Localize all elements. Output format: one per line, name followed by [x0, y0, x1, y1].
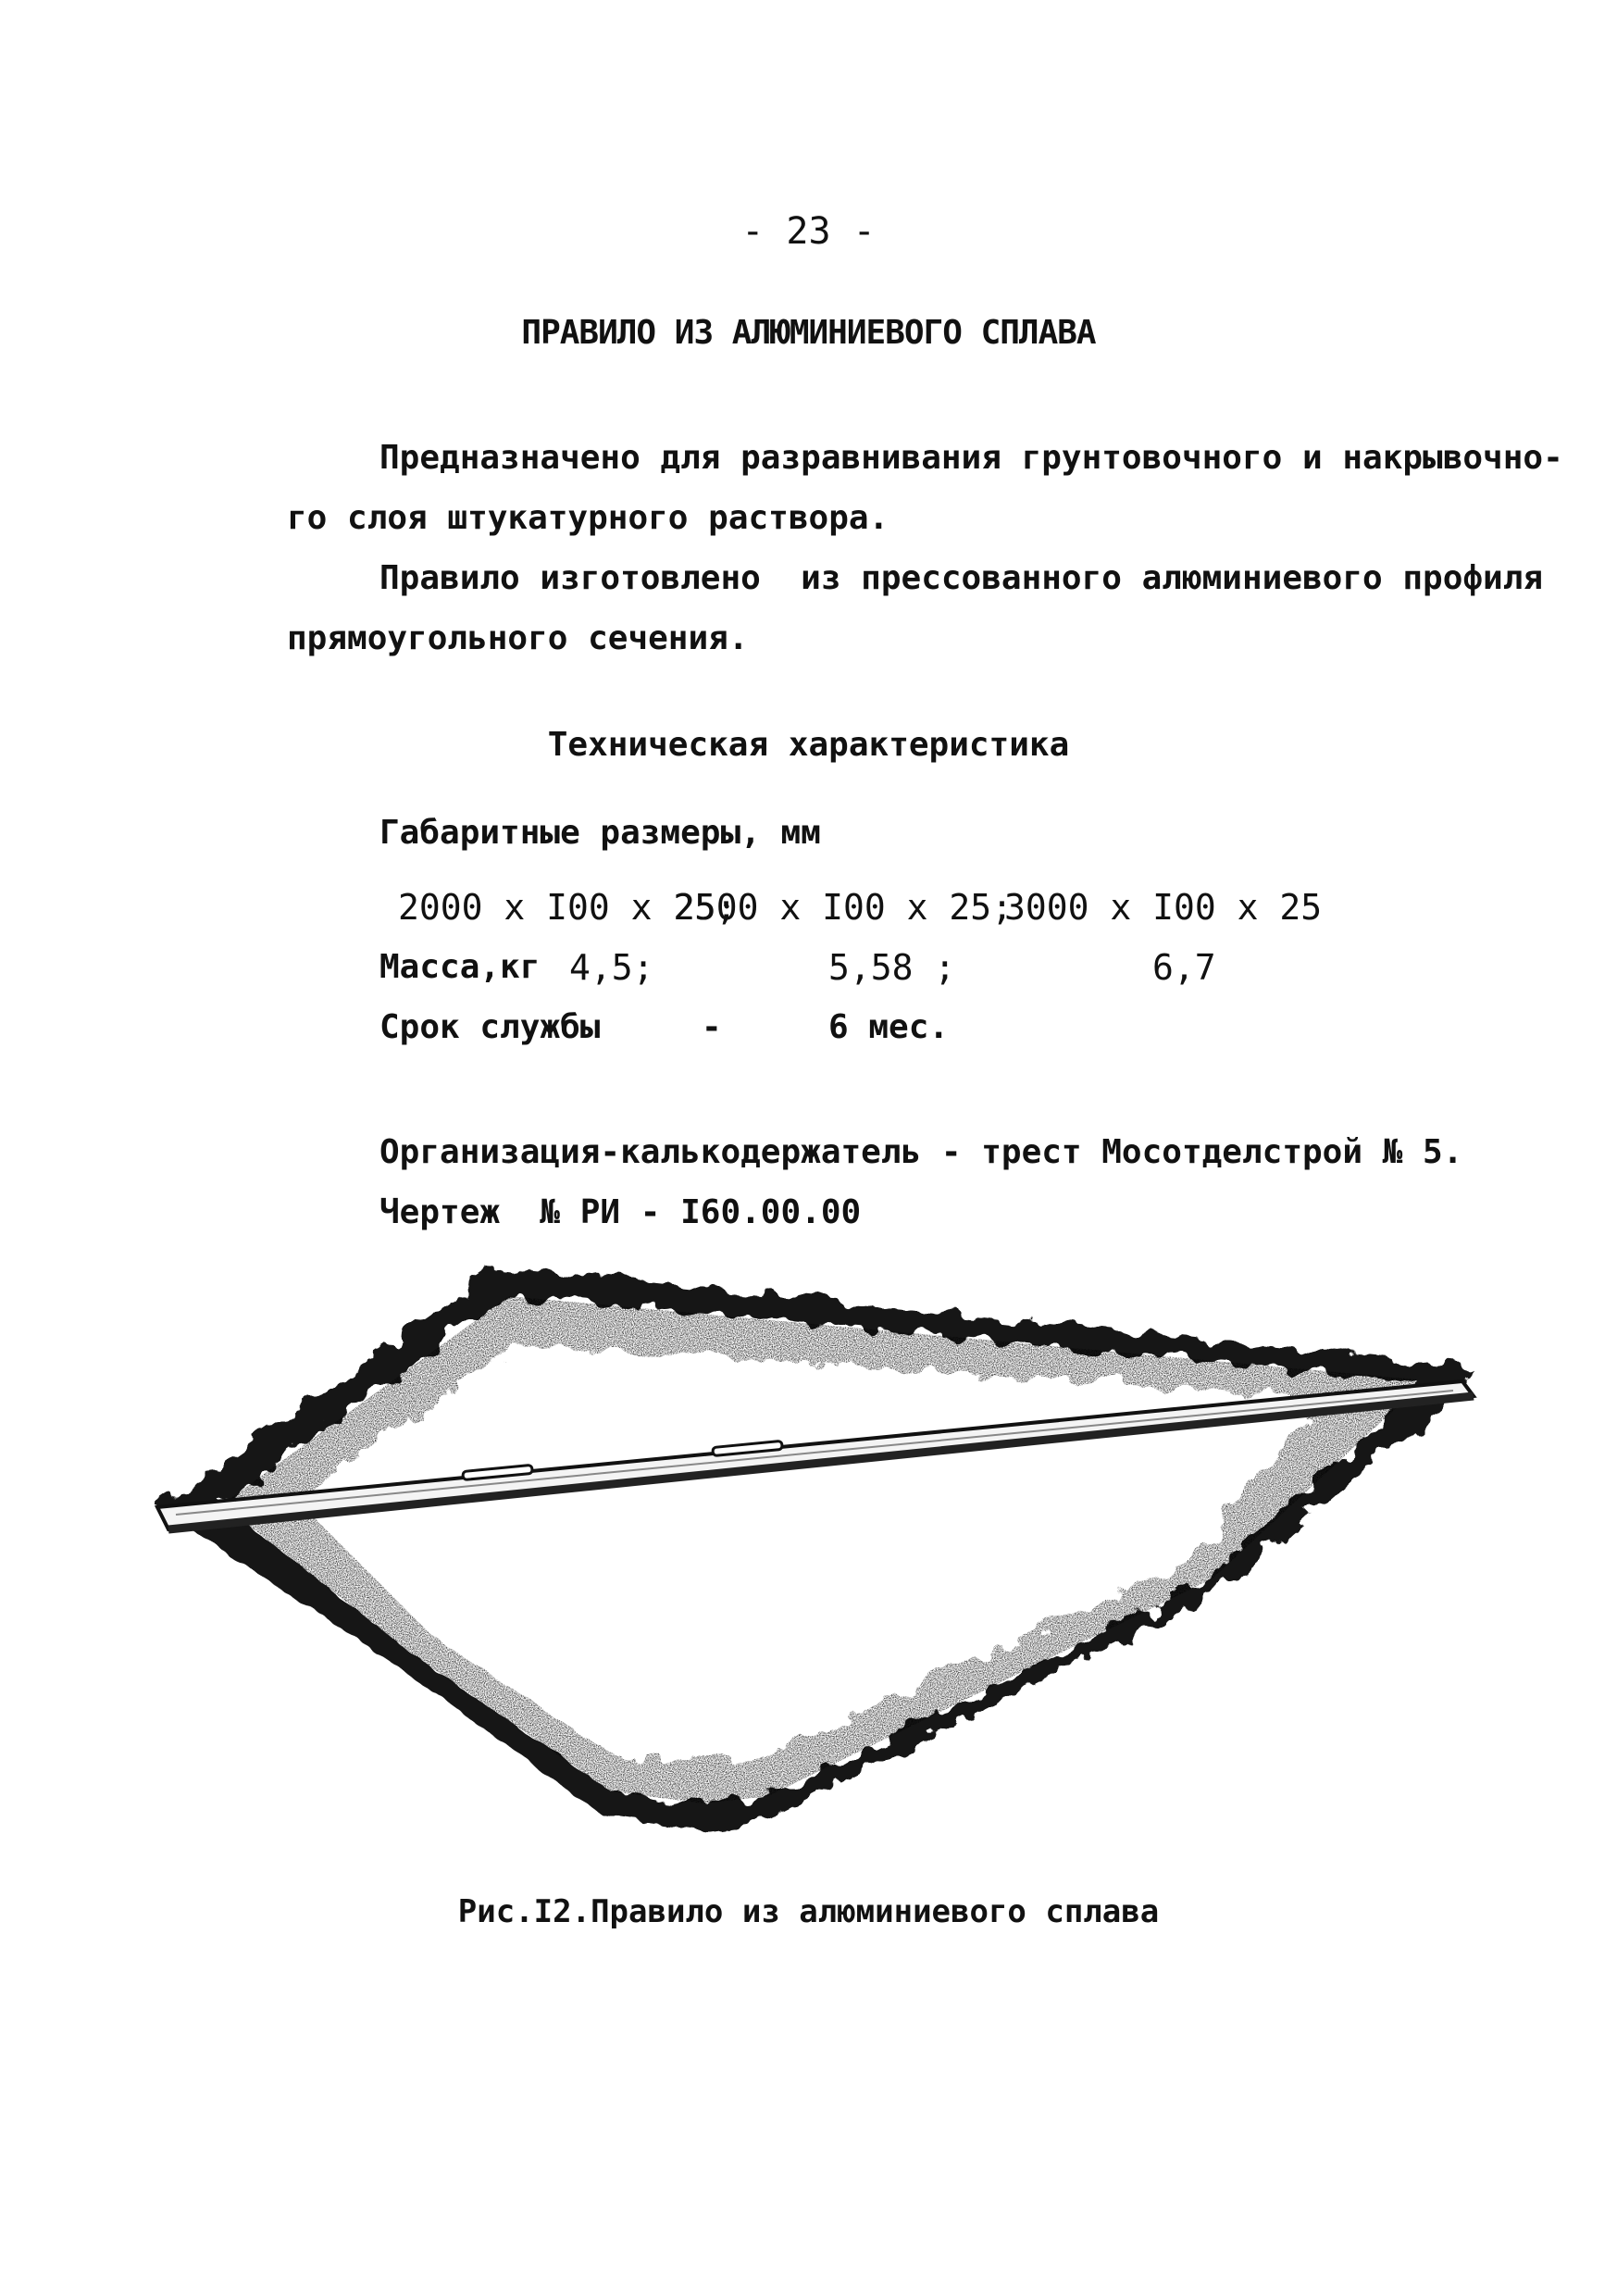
purpose-text-line-1: Предназначено для разравнивания грунтовочного и накрывочно- [379, 439, 1563, 477]
aluminium-rule-illustration [120, 1259, 1490, 1852]
document-title: ПРАВИЛО ИЗ АЛЮМИНИЕВОГО СПЛАВА [521, 314, 1096, 352]
service-life-label: Срок службы [379, 1008, 601, 1046]
figure-caption: Рис.I2.Правило из алюминиевого сплава [457, 1893, 1160, 1930]
material-text-line-1: Правило изготовлено из прессованного алюминиевого профиля [379, 559, 1544, 597]
spec-heading: Техническая характеристика [547, 726, 1070, 764]
drawing-number-line: Чертеж № РИ - I60.00.00 [379, 1193, 862, 1231]
page-number: - 23 - [741, 210, 876, 253]
dimension-value: 2500 x I00 x 25; [674, 887, 1014, 928]
mass-value: 6,7 [1152, 947, 1216, 988]
mass-label: Масса,кг [379, 948, 541, 986]
mass-value: 4,5; [569, 947, 654, 988]
mass-value: 5,58 ; [828, 947, 956, 988]
service-life-dash: - [702, 1008, 722, 1046]
purpose-text-line-2: го слоя штукатурного раствора. [287, 499, 889, 537]
dimension-value: 2000 x I00 x 25; [398, 887, 738, 928]
organization-line: Организация-калькодержатель - трест Мосотделстрой № 5. [379, 1133, 1463, 1171]
background-sheet [157, 1267, 1472, 1828]
dimensions-label: Габаритные размеры, мм [379, 814, 821, 852]
material-text-line-2: прямоугольного сечения. [287, 619, 749, 657]
dimension-value: 3000 x I00 x 25 [1004, 887, 1323, 928]
service-life-value: 6 мес. [828, 1008, 950, 1046]
